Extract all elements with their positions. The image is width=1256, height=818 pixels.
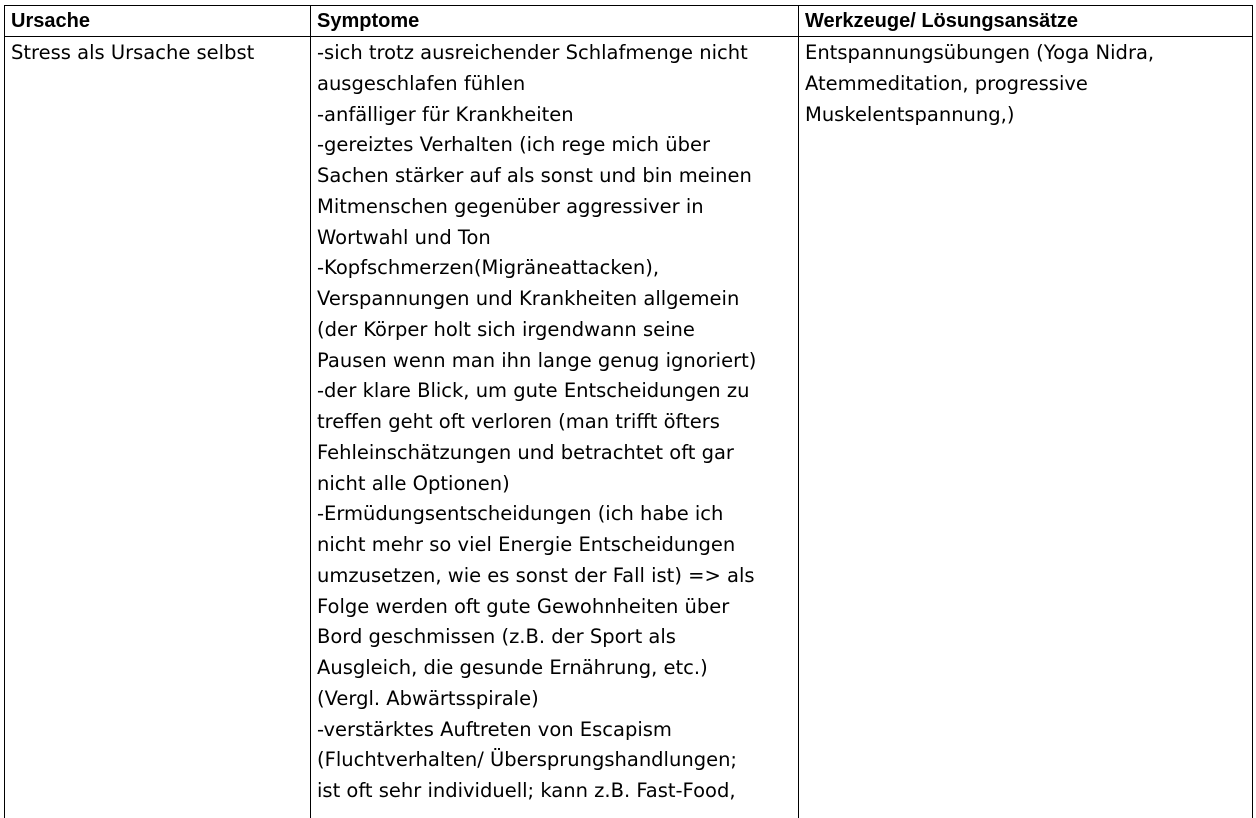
symptom-line: nicht mehr so viel Energie Entscheidungen bbox=[317, 530, 794, 561]
symptom-line: -Ermüdungsentscheidungen (ich habe ich bbox=[317, 499, 794, 530]
cause-text: Stress als Ursache selbst bbox=[11, 38, 306, 69]
symptom-line: -verstärktes Auftreten von Escapism bbox=[317, 715, 794, 746]
symptom-line: -der klare Blick, um gute Entscheidungen zu bbox=[317, 376, 794, 407]
symptom-line: (Fluchtverhalten/ Übersprungshandlungen; bbox=[317, 745, 794, 776]
symptom-line: ausgeschlafen fühlen bbox=[317, 69, 794, 100]
symptom-line: -Kopfschmerzen(Migräneattacken), bbox=[317, 253, 794, 284]
cell-tools bbox=[799, 37, 1253, 818]
symptom-line: nicht alle Optionen) bbox=[317, 469, 794, 500]
stress-table bbox=[4, 5, 1253, 818]
symptom-line: (Vergl. Abwärtsspirale) bbox=[317, 684, 794, 715]
cell-cause bbox=[5, 37, 311, 818]
symptom-line: -sich trotz ausreichender Schlafmenge nicht bbox=[317, 38, 794, 69]
symptom-line: Fehleinschätzungen und betrachtet oft gar bbox=[317, 438, 794, 469]
symptom-line: Ausgleich, die gesunde Ernährung, etc.) bbox=[317, 653, 794, 684]
symptom-line: (der Körper holt sich irgendwann seine bbox=[317, 315, 794, 346]
symptom-line: Pausen wenn man ihn lange genug ignoriert) bbox=[317, 346, 794, 377]
tool-line: Entspannungsübungen (Yoga Nidra, bbox=[805, 38, 1248, 69]
symptom-line: treffen geht oft verloren (man trifft öfters bbox=[317, 407, 794, 438]
tool-line: Atemmeditation, progressive bbox=[805, 69, 1248, 100]
header-cause: Ursache bbox=[5, 6, 311, 37]
symptom-line: Bord geschmissen (z.B. der Sport als bbox=[317, 622, 794, 653]
symptom-line: Verspannungen und Krankheiten allgemein bbox=[317, 284, 794, 315]
symptom-line: Folge werden oft gute Gewohnheiten über bbox=[317, 592, 794, 623]
header-symptoms: Symptome bbox=[311, 6, 799, 37]
symptom-line: Sachen stärker auf als sonst und bin meinen bbox=[317, 161, 794, 192]
symptom-line: -anfälliger für Krankheiten bbox=[317, 100, 794, 131]
symptom-line: ist oft sehr individuell; kann z.B. Fast-Food, bbox=[317, 776, 794, 807]
symptom-line: Mitmenschen gegenüber aggressiver in bbox=[317, 192, 794, 223]
header-row bbox=[5, 6, 1253, 37]
header-tools: Werkzeuge/ Lösungsansätze bbox=[799, 6, 1253, 37]
cell-symptoms bbox=[311, 37, 799, 818]
table-row bbox=[5, 37, 1253, 818]
symptom-line: umzusetzen, wie es sonst der Fall ist) => als bbox=[317, 561, 794, 592]
symptom-line: -gereiztes Verhalten (ich rege mich über bbox=[317, 130, 794, 161]
symptom-line: Wortwahl und Ton bbox=[317, 223, 794, 254]
tool-line: Muskelentspannung,) bbox=[805, 100, 1248, 131]
